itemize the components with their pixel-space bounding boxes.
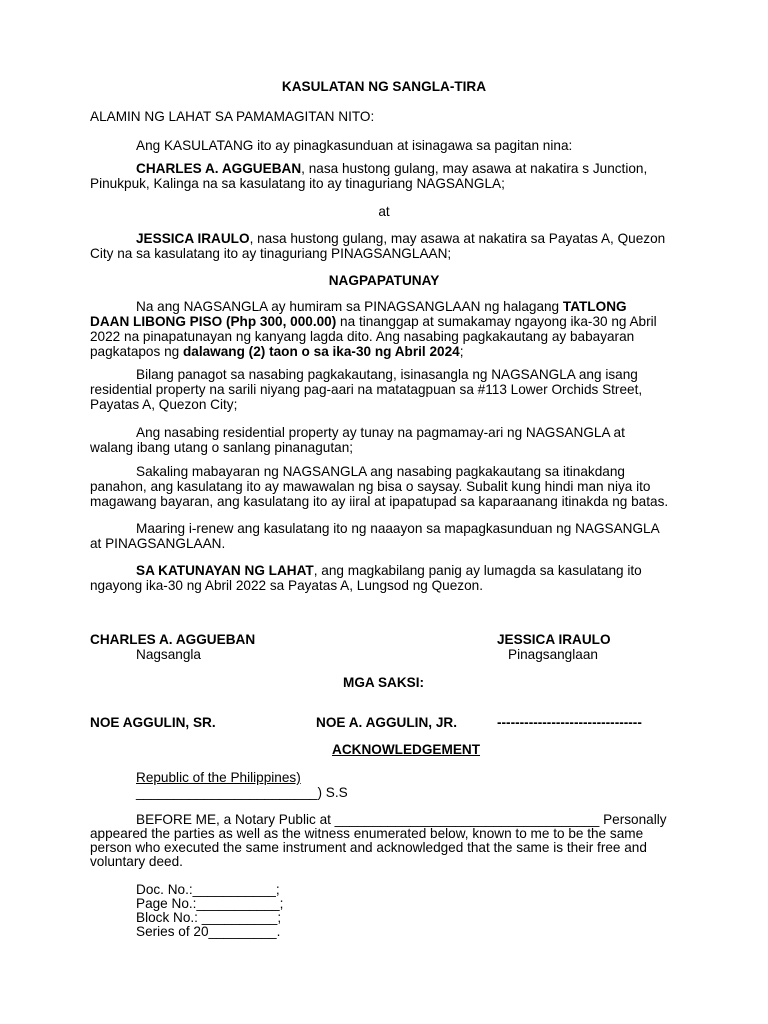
para3-line1: Ang nasabing residential property ay tunay na pagmamay-ari ng NAGSANGLA at — [136, 425, 625, 440]
para1-line3: 2022 na pinapatunayan ng kanyang lagda dito. Ang nasabing pagkakautang ay babayaran — [90, 329, 635, 344]
ack-body-line1: BEFORE ME, a Notary Public at ___________________________________ Personally — [136, 812, 667, 827]
party2-line1 — [136, 231, 665, 246]
para1-line2: DAAN LIBONG PISO (Php 300, 000.00) na tinanggap at sumakamay ngayong ika-30 ng Abril — [90, 314, 657, 329]
witness-3-blank: -------------------------------- — [497, 715, 642, 730]
party2-name: JESSICA IRAULO — [136, 231, 250, 246]
block-no-field: Block No.: __________; — [136, 910, 282, 925]
venue-line2: ________________________) S.S — [136, 785, 348, 800]
signatory-left-role: Nagsangla — [136, 647, 201, 662]
para5-line2: at PINAGSANGLAAN. — [90, 536, 226, 551]
party2-line2: City na sa kasulatang ito ay tinaguriang PINAGSANGLAAN; — [90, 246, 452, 261]
signatory-right-role: Pinagsanglaan — [508, 647, 598, 662]
signatory-right-name: JESSICA IRAULO — [497, 632, 611, 647]
para4-line1: Sakaling mabayaran ng NAGSANGLA ang nasabing pagkakautang sa itinakdang — [136, 464, 625, 479]
para4-line2: panahon, ang kasulatang ito ay mawawalan ng bisa o saysay. Subalit kung hindi man niya ito — [90, 479, 651, 494]
opening-line: ALAMIN NG LAHAT SA PAMAMAGITAN NITO: — [90, 109, 375, 124]
party1-name: CHARLES A. AGGUEBAN — [136, 161, 302, 176]
document-title: KASULATAN NG SANGLA-TIRA — [281, 79, 487, 94]
ack-body-line4: voluntary deed. — [90, 854, 183, 869]
witness-2: NOE A. AGGULIN, JR. — [316, 715, 457, 730]
venue-line1: Republic of the Philippines) — [136, 770, 301, 785]
doc-no-field: Doc. No.:___________; — [136, 882, 280, 897]
para1-line4: pagkatapos ng dalawang (2) taon o sa ika-30 ng Abril 2024; — [90, 344, 464, 359]
para2-line3: Payatas A, Quezon City; — [90, 397, 238, 412]
party1-line2: Pinukpuk, Kalinga na sa kasulatang ito ay tinaguriang NAGSANGLA; — [90, 176, 505, 191]
para2-line1: Bilang panagot sa nasabing pagkakautang, isinasangla ng NAGSANGLA ang isang — [136, 367, 638, 382]
para3-line2: walang ibang utang o sanlang pinanagutan; — [90, 440, 354, 455]
intro-paragraph: Ang KASULATANG ito ay pinagkasunduan at isinagawa sa pagitan nina: — [136, 138, 573, 153]
para1-line1: Na ang NAGSANGLA ay humiram sa PINAGSANGLAAN ng halagang TATLONG — [136, 299, 627, 314]
para5-line1: Maaring i-renew ang kasulatang ito ng naaayon sa mapagkasunduan ng NAGSANGLA — [136, 521, 660, 536]
ack-body-line2: appeared the parties as well as the witness enumerated below, known to me to be the same — [90, 826, 644, 841]
para4-line3: magawang bayaran, ang kasulatang ito ay iiral at ipapatupad sa kaparaanang itinakda ng batas. — [90, 494, 669, 509]
para6-line1: SA KATUNAYAN NG LAHAT, ang magkabilang panig ay lumagda sa kasulatang ito — [136, 563, 642, 578]
para2-line2: residential property na sarili niyang pag-aari na matatagpuan sa #113 Lower Orchids Street, — [90, 382, 643, 397]
ack-body-line3: person who executed the same instrument and acknowledged that the same is their free and — [90, 840, 647, 855]
conjunction-text: at — [378, 204, 390, 219]
section-heading-nagpapatunay: NAGPAPATUNAY — [328, 273, 440, 288]
acknowledgement-heading: ACKNOWLEDGEMENT — [332, 742, 481, 757]
series-field: Series of 20_________. — [136, 924, 281, 939]
party2-details: , nasa hustong gulang, may asawa at nakatira sa Payatas A, Quezon — [249, 231, 666, 246]
witness-1: NOE AGGULIN, SR. — [90, 715, 216, 730]
para6-line2: ngayong ika-30 ng Abril 2022 sa Payatas A, Lungsod ng Quezon. — [90, 578, 483, 593]
witnesses-heading: MGA SAKSI: — [343, 675, 425, 690]
page-no-field: Page No.:___________; — [136, 896, 284, 911]
signatory-left-name: CHARLES A. AGGUEBAN — [90, 632, 256, 647]
party1-line1 — [136, 161, 647, 176]
party1-details: , nasa hustong gulang, may asawa at nakatira s Junction, — [301, 161, 648, 176]
